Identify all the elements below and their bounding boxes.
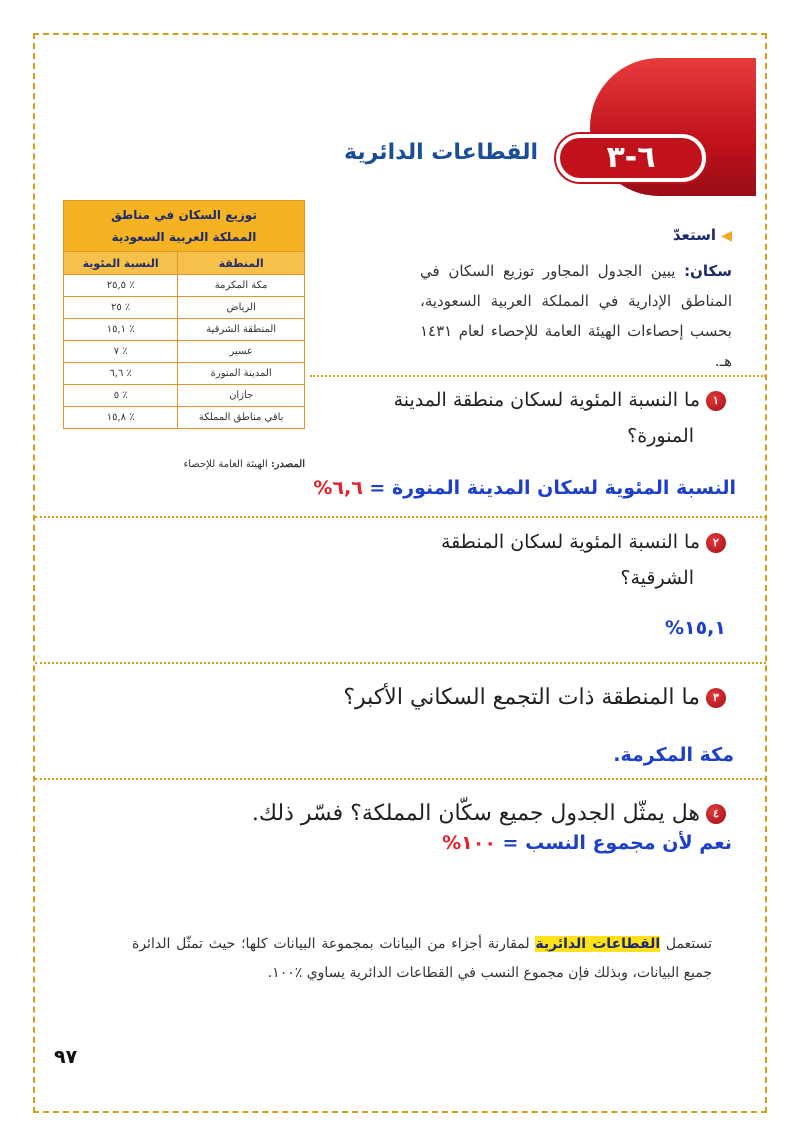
closing-paragraph: تستعمل القطاعات الدائرية لمقارنة أجزاء من البيانات بمجموعة البيانات كلها؛ حيث تمثّل الدائرة جميع البيانات، وبذلك فإن مجموع النسب في القطاعات الدائرية يساوي ٪١٠٠. [132,936,712,981]
intro-text: يبين الجدول المجاور توزيع السكان في المناطق الإدارية في المملكة العربية السعودية، بحسب إحصاءات الهيئة العامة للإحصاء لعام ١٤٣١ هـ. [420,262,732,370]
column-header-region: المنطقة [178,252,305,275]
table-source: المصدر: الهيئة العامة للإحصاء [183,459,305,470]
explore-heading [673,226,732,244]
question-4: ٤هل يمثّل الجدول جميع سكّان المملكة؟ فسّر ذلك. [166,796,726,832]
question-number-badge: ٢ [706,533,726,553]
population-table [63,200,305,429]
page-number: ٩٧ [54,1046,78,1068]
table-row: المدينة المنورة ٪ ٦,٦ [64,363,305,385]
intro-keyword: سكان: [684,262,732,280]
table-row: جازان ٪ ٥ [64,385,305,407]
question-number-badge: ١ [706,391,726,411]
table-caption: توزيع السكان في مناطق المملكة العربية السعودية [64,201,305,252]
highlighted-term: القطاعات الدائرية [535,936,661,952]
question-3: ٣ما المنطقة ذات التجمع السكاني الأكبر؟ [206,680,726,716]
divider [35,516,766,518]
divider [35,662,766,664]
table-row: باقي مناطق المملكة ٪ ١٥,٨ [64,407,305,429]
lesson-title: القطاعات الدائرية [344,140,538,165]
lesson-badge [556,58,756,196]
question-1: ١ما النسبة المئوية لسكان منطقة المدينة المنورة؟ [326,382,726,454]
divider [35,778,766,780]
answer-2: ١٥,١% [664,617,726,639]
intro-paragraph [420,256,732,376]
lesson-number: ٦-٣ [606,140,656,175]
question-number-badge: ٣ [706,688,726,708]
table-row: الرياض ٪ ٢٥ [64,297,305,319]
table-row: مكة المكرمة ٪ ٢٥,٥ [64,275,305,297]
divider [310,375,766,377]
question-2: ٢ما النسبة المئوية لسكان المنطقة الشرقية؟ [326,524,726,596]
table-row: المنطقة الشرقية ٪ ١٥,١ [64,319,305,341]
triangle-arrow-icon: ◀ [721,228,732,244]
answer-4: نعم لأن مجموع النسب = ١٠٠% [442,832,732,854]
answer-1: النسبة المئوية لسكان المدينة المنورة = ٦,٦% [313,477,736,499]
answer-3: مكة المكرمة. [613,744,734,766]
question-number-badge: ٤ [706,804,726,824]
explore-label: استعدّ [672,226,716,244]
column-header-percent: النسبة المئوية [64,252,178,275]
table-row: عسير ٪ ٧ [64,341,305,363]
